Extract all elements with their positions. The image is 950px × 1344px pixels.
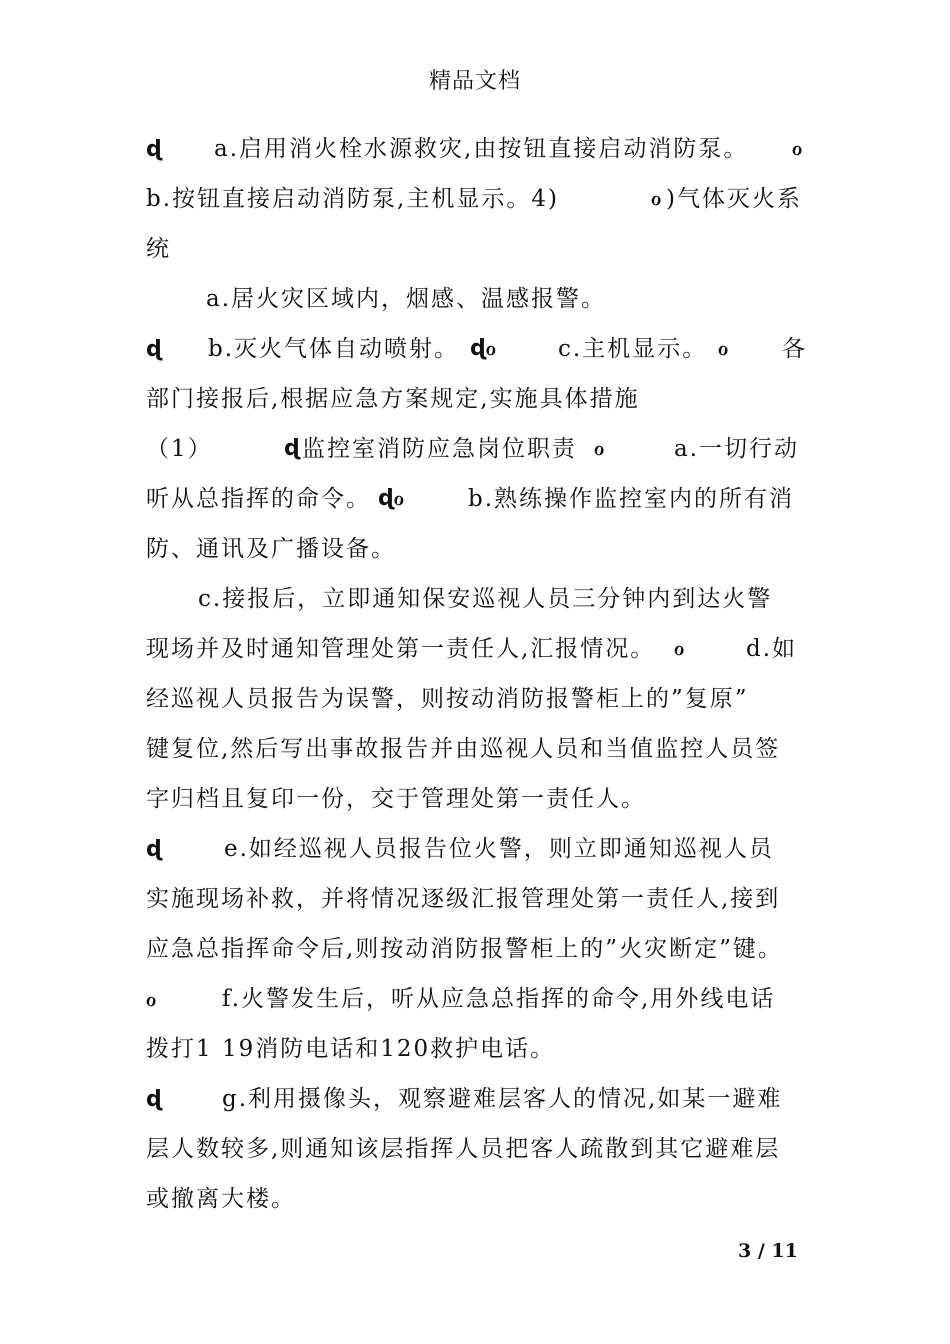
line-text: 或撤离大楼。 [146,1186,296,1212]
page-header-title: 精品文档 [428,69,521,94]
paragraph-line [146,374,806,424]
line-text: 监控室消防应急岗位职责 [302,436,577,462]
paragraph-line [146,1124,806,1174]
line-text: e.如经巡视人员报告位火警，则立即通知巡视人员 [224,836,774,862]
list-marker-icon: ɖℴ [378,486,404,511]
paragraph-line [146,824,806,874]
line-text: 统 [146,236,171,262]
list-marker-icon: ℴ [146,987,157,1012]
document-body [146,124,806,1224]
line-text: b.灭火气体自动喷射。 [208,336,460,362]
paragraph-line [146,874,806,924]
line-text: 各 [782,336,807,362]
line-text: c.主机显示。 [558,336,708,362]
line-text: b.熟练操作监控室内的所有消 [468,486,795,512]
line-text: c.接报后，立即通知保安巡视人员三分钟内到达火警 [198,586,773,612]
list-marker-icon: ℴ [651,186,662,211]
paragraph-line [146,124,806,174]
paragraph-line [146,574,806,624]
paragraph-line [146,924,806,974]
paragraph-line [146,474,806,524]
page-number: 3 / 11 [738,1240,798,1262]
list-marker-icon: ɖ [284,436,300,461]
list-marker-icon: ℴ [718,336,729,361]
line-text: （1） [146,436,213,462]
paragraph-line [146,1024,806,1074]
list-marker-icon: ɖℴ [470,336,496,361]
list-marker-icon: ɖ [146,337,162,362]
list-marker-icon: ℴ [674,636,685,661]
paragraph-line [146,524,806,574]
line-text: 层人数较多,则通知该层指挥人员把客人疏散到其它避难层 [146,1136,781,1162]
paragraph-line [146,224,806,274]
line-text: 听从总指挥的命令。 [146,486,371,512]
line-text: d.如 [746,636,798,662]
line-text: a.居火灾区域内，烟感、温感报警。 [206,286,607,312]
paragraph-line [146,724,806,774]
line-text: b.按钮直接启动消防泵,主机显示。4) [146,186,559,212]
paragraph-line [146,1074,806,1124]
line-text: g.利用摄像头，观察避难层客人的情况,如某一避难 [222,1086,783,1112]
line-text: 应急总指挥命令后,则按动消防报警柜上的”火灾断定”键。 [146,936,783,962]
list-marker-icon: ɖ [146,1087,162,1112]
line-text: 实施现场补救，并将情况逐级汇报管理处第一责任人,接到 [146,886,781,912]
line-text: 现场并及时通知管理处第一责任人,汇报情况。 [146,636,656,662]
line-text: 经巡视人员报告为误警，则按动消防报警柜上的”复原” [146,686,749,712]
line-text: 拨打1 19消防电话和120救护电话。 [146,1036,556,1062]
paragraph-line [146,774,806,824]
line-text: a.启用消火栓水源救灾,由按钮直接启动消防泵。 [214,136,749,162]
line-text: 字归档且复印一份，交于管理处第一责任人。 [146,786,646,812]
paragraph-line [146,324,806,374]
line-text: 防、通讯及广播设备。 [146,536,396,562]
list-marker-icon: ℴ [594,436,605,461]
paragraph-line [146,624,806,674]
line-text: a.一切行动 [674,436,800,462]
line-text: f.火警发生后，听从应急总指挥的命令,用外线电话 [222,986,776,1012]
line-text: 键复位,然后写出事故报告并由巡视人员和当值监控人员签 [146,736,781,762]
paragraph-line [146,174,806,224]
list-marker-icon: ɖ [146,137,162,162]
line-text: 部门接报后,根据应急方案规定,实施具体措施 [146,386,640,412]
paragraph-line [146,1174,806,1224]
paragraph-line [146,674,806,724]
paragraph-line [146,974,806,1024]
paragraph-line [146,274,806,324]
list-marker-icon: ℴ [792,136,803,161]
line-text: )气体灭火系 [666,186,802,212]
list-marker-icon: ɖ [146,837,162,862]
paragraph-line [146,424,806,474]
